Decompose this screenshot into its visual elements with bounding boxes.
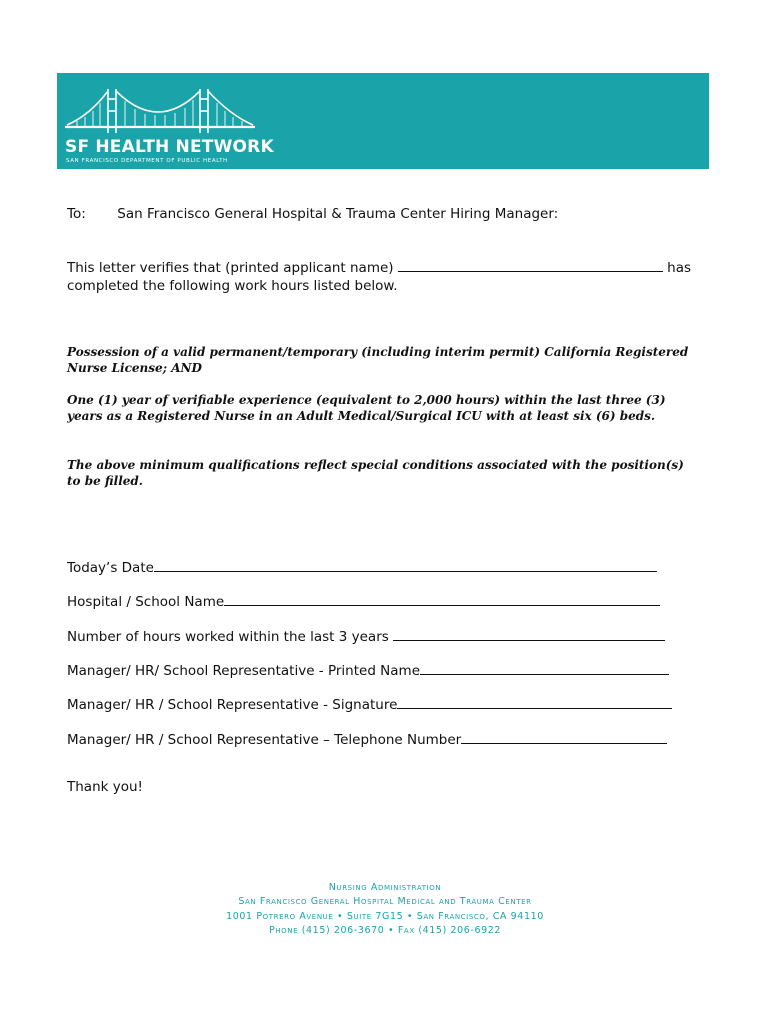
signature-field[interactable] — [397, 696, 672, 709]
header-banner — [57, 73, 709, 169]
footer-department: Nursing Administration — [328, 882, 442, 893]
todays-date-row — [67, 559, 657, 576]
hours-worked-field[interactable] — [393, 628, 665, 641]
telephone-row — [67, 731, 667, 748]
footer-hospital: San Francisco General Hospital Medical and Trauma Center — [238, 896, 532, 907]
printed-name-row — [67, 662, 669, 679]
hours-worked-label: Number of hours worked within the last 3 years — [67, 629, 389, 645]
verification-paragraph — [67, 259, 697, 295]
to-recipient: San Francisco General Hospital & Trauma Center Hiring Manager: — [117, 206, 559, 222]
recipient-line — [67, 206, 558, 222]
telephone-label: Manager/ HR / School Representative – Telephone Number — [67, 732, 462, 748]
printed-name-label: Manager/ HR/ School Representative - Printed Name — [67, 663, 421, 679]
golden-gate-bridge-icon — [65, 85, 255, 137]
verify-text-1: This letter verifies that (printed applicant name) — [67, 260, 394, 276]
requirement-experience: One (1) year of verifiable experience (equivalent to 2,000 hours) within the last three (3) years as a Registered Nurse in an Adult Medical/Surgical ICU with at least six (6) beds. — [67, 393, 666, 423]
todays-date-field[interactable] — [154, 559, 657, 572]
hospital-name-field[interactable] — [224, 593, 660, 606]
todays-date-label: Today’s Date — [67, 560, 154, 576]
hospital-name-label: Hospital / School Name — [67, 594, 225, 610]
sf-health-network-logo — [65, 85, 274, 164]
closing-text: Thank you! — [67, 779, 143, 795]
qualifications-note: The above minimum qualifications reflect special conditions associated with the position(s) to be filled. — [67, 458, 684, 488]
verify-text-2: has — [667, 260, 692, 276]
signature-row — [67, 696, 672, 713]
footer-address: 1001 Potrero Avenue • Suite 7G15 • San Francisco, CA 94110 — [226, 911, 544, 922]
telephone-field[interactable] — [461, 731, 667, 744]
logo-title: SF HEALTH NETWORK — [65, 137, 274, 157]
signature-label: Manager/ HR / School Representative - Signature — [67, 697, 398, 713]
hours-worked-row — [67, 628, 665, 645]
logo-subtitle: SAN FRANCISCO DEPARTMENT OF PUBLIC HEALTH — [66, 158, 228, 164]
hospital-name-row — [67, 593, 660, 610]
applicant-name-field[interactable] — [398, 259, 663, 272]
printed-name-field[interactable] — [420, 662, 669, 675]
requirement-license: Possession of a valid permanent/temporary (including interim permit) California Registered Nurse License; AND — [67, 345, 689, 375]
footer-contact: Phone (415) 206-3670 • Fax (415) 206-6922 — [268, 925, 502, 936]
to-label: To: — [67, 206, 86, 222]
verify-text-3: completed the following work hours listed below. — [67, 278, 398, 294]
